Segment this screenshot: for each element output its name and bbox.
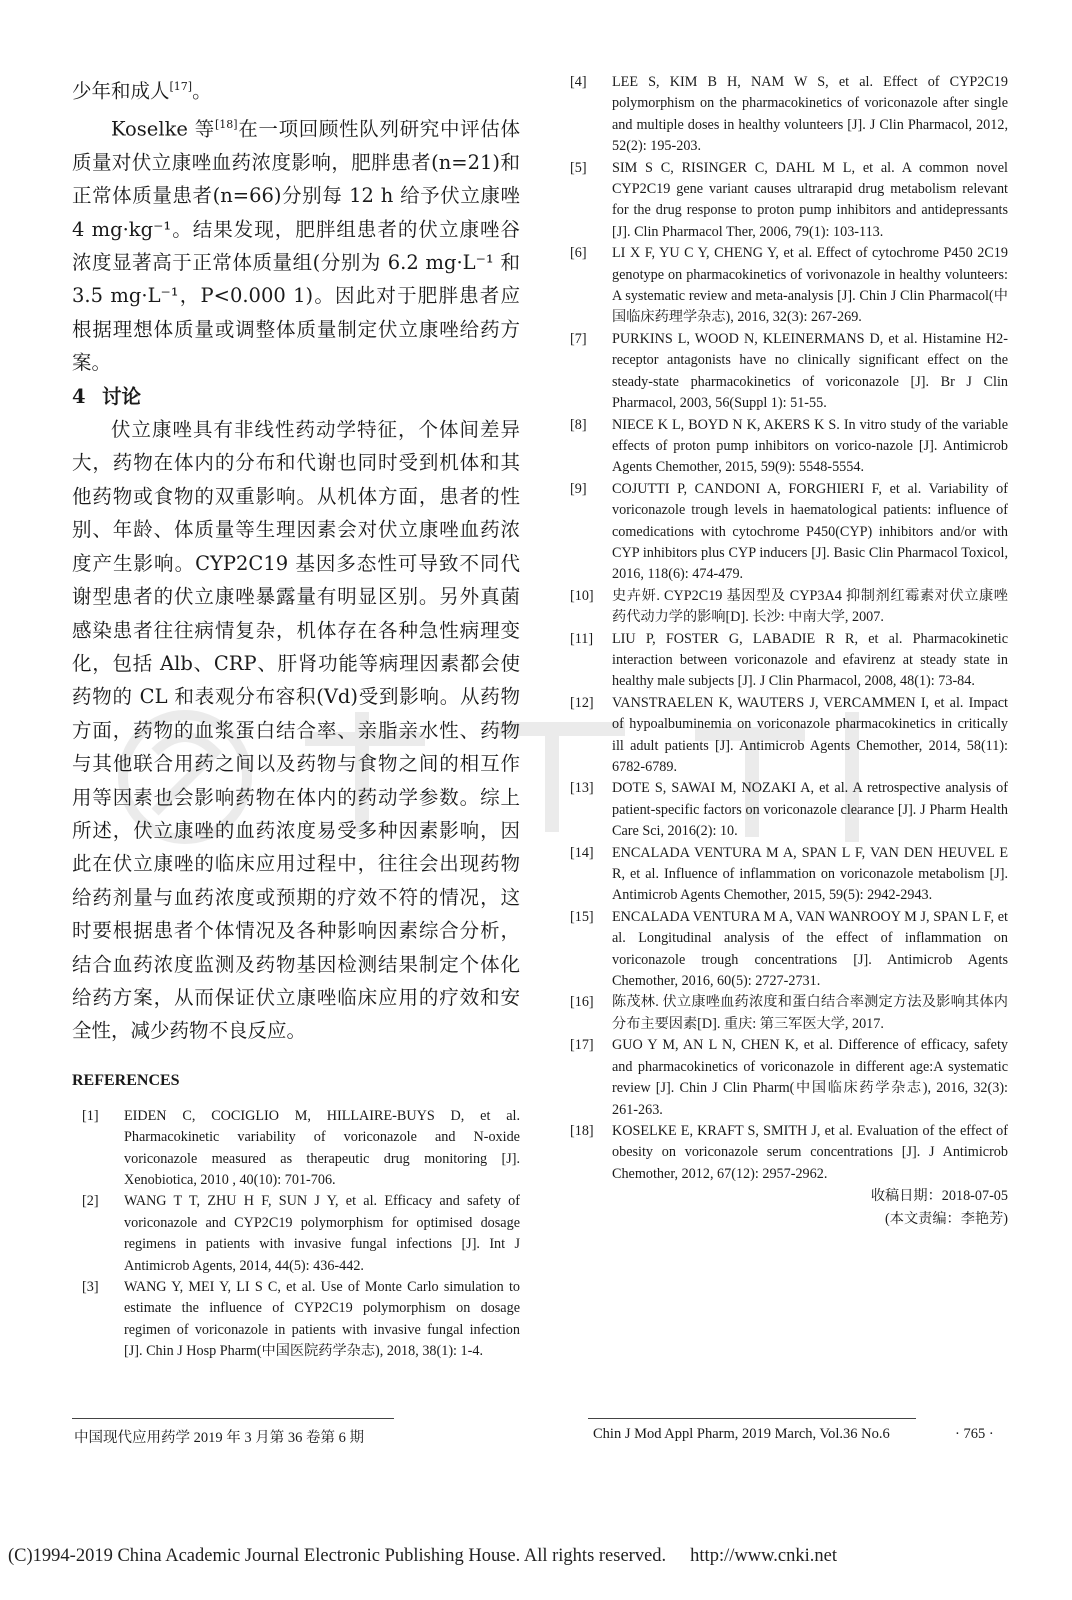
reference-text: VANSTRAELEN K, WAUTERS J, VERCAMMEN I, et al. Impact of hypoalbuminemia on voriconazole pharmacokinetics in critically ill adult patients [J]. Antimicrob Agents Chemother, 2014, 58(11): 6782-6789. <box>612 694 1008 775</box>
reference-number: [10] <box>570 587 594 604</box>
reference-item <box>570 158 1008 244</box>
reference-item <box>570 72 1008 158</box>
reference-number: [13] <box>570 780 594 797</box>
reference-list-right <box>570 72 1008 1185</box>
reference-text: EIDEN C, COCIGLIO M, HILLAIRE-BUYS D, et al. Pharmacokinetic variability of voriconazole and N-oxide voriconazole measured as therapeutic drug monitoring [J]. Xenobiotica, 2010 , 40(10): 701-706. <box>124 1107 520 1188</box>
reference-text: LI X F, YU C Y, CHENG Y, et al. Effect of cytochrome P450 2C19 genotype on pharmacokinetics of vorivonazole in healthy volunteers: A systematic review and meta-analysis [J]. Chin J Clin Pharmacol(中国临床药理学杂志), 2016, 32(3): 267-269. <box>612 245 1008 326</box>
paragraph-koselke <box>72 108 520 380</box>
reference-text: ENCALADA VENTURA M A, SPAN L F, VAN DEN HEUVEL E R, et al. Influence of inflammation on voriconazole metabolism [J]. Antimicrob Agents Chemother, 2015, 59(5): 2942-2943. <box>612 844 1008 904</box>
citation: [18] <box>214 117 238 131</box>
reference-number: [14] <box>570 844 594 861</box>
right-column <box>570 72 1008 1231</box>
reference-item <box>570 415 1008 479</box>
reference-text: DOTE S, SAWAI M, NOZAKI A, et al. A retrospective analysis of patient-specific factors on voriconazole clearance [J]. J Pharm Health Care Sci, 2016(2): 10. <box>612 780 1008 840</box>
reference-text: SIM S C, RISINGER C, DAHL M L, et al. A common novel CYP2C19 gene variant causes ultrarapid drug metabolism relevant for the drug response to proton pump inhibitors and antidepressants [J]. Clin Pharmacol Ther, 2006, 79(1): 103-113. <box>612 159 1008 240</box>
footer-journal-cn: 中国现代应用药学 2019 年 3 月第 36 卷第 6 期 <box>74 1430 364 1446</box>
reference-text: WANG Y, MEI Y, LI S C, et al. Use of Monte Carlo simulation to estimate the influence of CYP2C19 polymorphism on dosage regimen of voriconazole in patients with invasive fungal infection [J]. Chin J Hosp Pharm(中国医院药学杂志), 2018, 38(1): 1-4. <box>124 1279 520 1360</box>
paragraph-text: 少年和成人 <box>72 79 170 103</box>
reference-text: LEE S, KIM B H, NAM W S, et al. Effect of CYP2C19 polymorphism on the pharmacokinetics of voriconazole after single and multiple doses in healthy volunteers [J]. J Clin Pharmacol, 2012, 52(2): 195-203. <box>612 74 1008 155</box>
reference-number: [12] <box>570 694 594 711</box>
reference-item <box>72 1106 520 1192</box>
reference-number: [2] <box>82 1193 99 1210</box>
reference-text: KOSELKE E, KRAFT S, SMITH J, et al. Evaluation of the effect of obesity on voriconazole serum concentrations [J]. J Antimicrob Chemother, 2012, 67(12): 2957-2962. <box>612 1122 1008 1182</box>
reference-item <box>570 479 1008 586</box>
reference-item <box>570 907 1008 993</box>
section-number: 4 <box>72 384 86 408</box>
reference-list-left <box>72 1106 520 1363</box>
reference-item <box>570 843 1008 907</box>
reference-number: [18] <box>570 1122 594 1139</box>
reference-number: [15] <box>570 908 594 925</box>
reference-number: [11] <box>570 630 594 647</box>
reference-item <box>570 1035 1008 1121</box>
paragraph-continuation <box>72 70 520 108</box>
reference-number: [4] <box>570 74 587 90</box>
paragraph-text: 在一项回顾性队列研究中评估体质量对伏立康唑血药浓度影响，肥胖患者(n=21)和正常体质量患者(n=66)分别每 12 h 给予伏立康唑 4 mg·kg⁻¹。结果发现，肥胖组患者的伏立康唑谷浓度显著高于正常体质量组(分别为 6.2 mg·L⁻¹ 和 3.5 mg·L⁻¹，P<0.000 1)。因此对于肥胖患者应根据理想体质量或调整体质量制定伏立康唑给药方案。 <box>72 117 520 375</box>
copyright-notice <box>8 1546 1068 1567</box>
reference-item <box>570 693 1008 779</box>
reference-number: [5] <box>570 159 587 176</box>
copyright-url[interactable]: http://www.cnki.net <box>690 1546 837 1566</box>
reference-item <box>570 1121 1008 1185</box>
reference-item <box>570 629 1008 693</box>
reference-item <box>570 992 1008 1035</box>
footer-rule-right <box>588 1418 916 1419</box>
reference-text: ENCALADA VENTURA M A, VAN WANROOY M J, SPAN L F, et al. Longitudinal analysis of the effect of inflammation on voriconazole trough concentrations [J]. Antimicrob Agents Chemother, 2016, 60(5): 2727-2731. <box>612 908 1008 990</box>
reference-number: [9] <box>570 480 587 497</box>
paragraph-text: Koselke 等 <box>111 117 215 141</box>
reference-text: WANG T T, ZHU H F, SUN J Y, et al. Efficacy and safety of voriconazole and CYP2C19 polymorphism for optimised dosage regimens in patients with invasive fungal infections [J]. Int J Antimicrob Agents, 2014, 44(5): 436-442. <box>124 1193 520 1274</box>
reference-number: [17] <box>570 1037 594 1054</box>
copyright-text: (C)1994-2019 China Academic Journal Electronic Publishing House. All rights reserved. <box>8 1546 667 1566</box>
footer-rule-left <box>72 1418 394 1419</box>
reference-text: PURKINS L, WOOD N, KLEINERMANS D, et al. Histamine H2-receptor antagonists have no clinically significant effect on the steady-state pharmacokinetics of voriconazole [J]. Br J Clin Pharmacol, 2003, 56(Suppl 1): 51-55. <box>612 330 1008 412</box>
reference-number: [6] <box>570 245 587 262</box>
left-column <box>72 70 520 1363</box>
paragraph-discussion: 伏立康唑具有非线性药动学特征，个体间差异大，药物在体内的分布和代谢也同时受到机体和其他药物或食物的双重影响。从机体方面，患者的性别、年龄、体质量等生理因素会对伏立康唑血药浓度产生影响。CYP2C19 基因多态性可导致不同代谢型患者的伏立康唑暴露量有明显区别。另外真菌感染患者往往病情复杂，机体存在各种急性病理变化，包括 Alb、CRP、肝肾功能等病理因素都会使药物的 CL 和表观分布容积(Vd)受到影响。从药物方面，药物的血浆蛋白结合率、亲脂亲水性、药物与其他联合用药之间以及药物与食物之间的相互作用等因素也会影响药物在体内的药动学参数。综上所述，伏立康唑的血药浓度易受多种因素影响，因此在伏立康唑的临床应用过程中，往往会出现药物给药剂量与血药浓度或预期的疗效不符的情况，这时要根据患者个体情况及各种影响因素综合分析，结合血药浓度监测及药物基因检测结果制定个体化给药方案，从而保证伏立康唑临床应用的疗效和安全性，减少药物不良反应。 <box>72 418 520 1043</box>
reference-item <box>570 329 1008 415</box>
reference-item <box>72 1191 520 1277</box>
received-date: 收稿日期：2018-07-05 <box>870 1188 1008 1205</box>
section-title: 讨论 <box>102 384 142 408</box>
paragraph-text: 。 <box>192 79 212 103</box>
reference-number: [3] <box>82 1279 99 1296</box>
reference-number: [7] <box>570 330 587 347</box>
editor-credit: (本文责编：李艳芳) <box>885 1211 1008 1228</box>
section-heading <box>72 380 520 413</box>
reference-text: COJUTTI P, CANDONI A, FORGHIERI F, et al. Variability of voriconazole trough levels in haematological patients: influence of comedications with cytochrome P450(CYP) inhibitors and/or with CYP inhibitors plus CYP inducers [J]. Basic Clin Pharmacol Toxicol, 2016, 118(6): 474-479. <box>612 480 1008 583</box>
reference-text: 陈茂林. 伏立康唑血药浓度和蛋白结合率测定方法及影响其体内分布主要因素[D]. 重庆: 第三军医大学, 2017. <box>612 994 1008 1032</box>
reference-text: LIU P, FOSTER G, LABADIE R R, et al. Pharmacokinetic interaction between voriconazole and efavirenz at steady state in healthy male subjects [J]. J Clin Pharmacol, 2008, 48(1): 73-84. <box>612 630 1008 690</box>
reference-item <box>570 586 1008 629</box>
citation: [17] <box>169 80 193 93</box>
reference-item <box>570 243 1008 329</box>
reference-item <box>72 1277 520 1363</box>
reference-number: [1] <box>82 1107 99 1124</box>
reference-number: [8] <box>570 416 587 433</box>
reference-item <box>570 778 1008 842</box>
references-heading: REFERENCES <box>72 1071 180 1089</box>
reference-text: 史卉妍. CYP2C19 基因型及 CYP3A4 抑制剂红霉素对伏立康唑药代动力学的影响[D]. 长沙: 中南大学, 2007. <box>612 587 1008 626</box>
page-number: · 765 · <box>955 1426 994 1442</box>
reference-text: GUO Y M, AN L N, CHEN K, et al. Difference of efficacy, safety and pharmacokinetics of voriconazole in different age:A systematic review [J]. Chin J Clin Pharm(中国临床药学杂志), 2016, 32(3): 261-263. <box>612 1037 1008 1118</box>
reference-text: NIECE K L, BOYD N K, AKERS K S. In vitro study of the variable effects of proton pump inhibitors on vorico-nazole [J]. Antimicrob Agents Chemother, 2015, 59(9): 5548-5554. <box>612 416 1008 476</box>
footer-journal-en: Chin J Mod Appl Pharm, 2019 March, Vol.36 No.6 <box>593 1426 890 1442</box>
reference-number: [16] <box>570 994 594 1011</box>
